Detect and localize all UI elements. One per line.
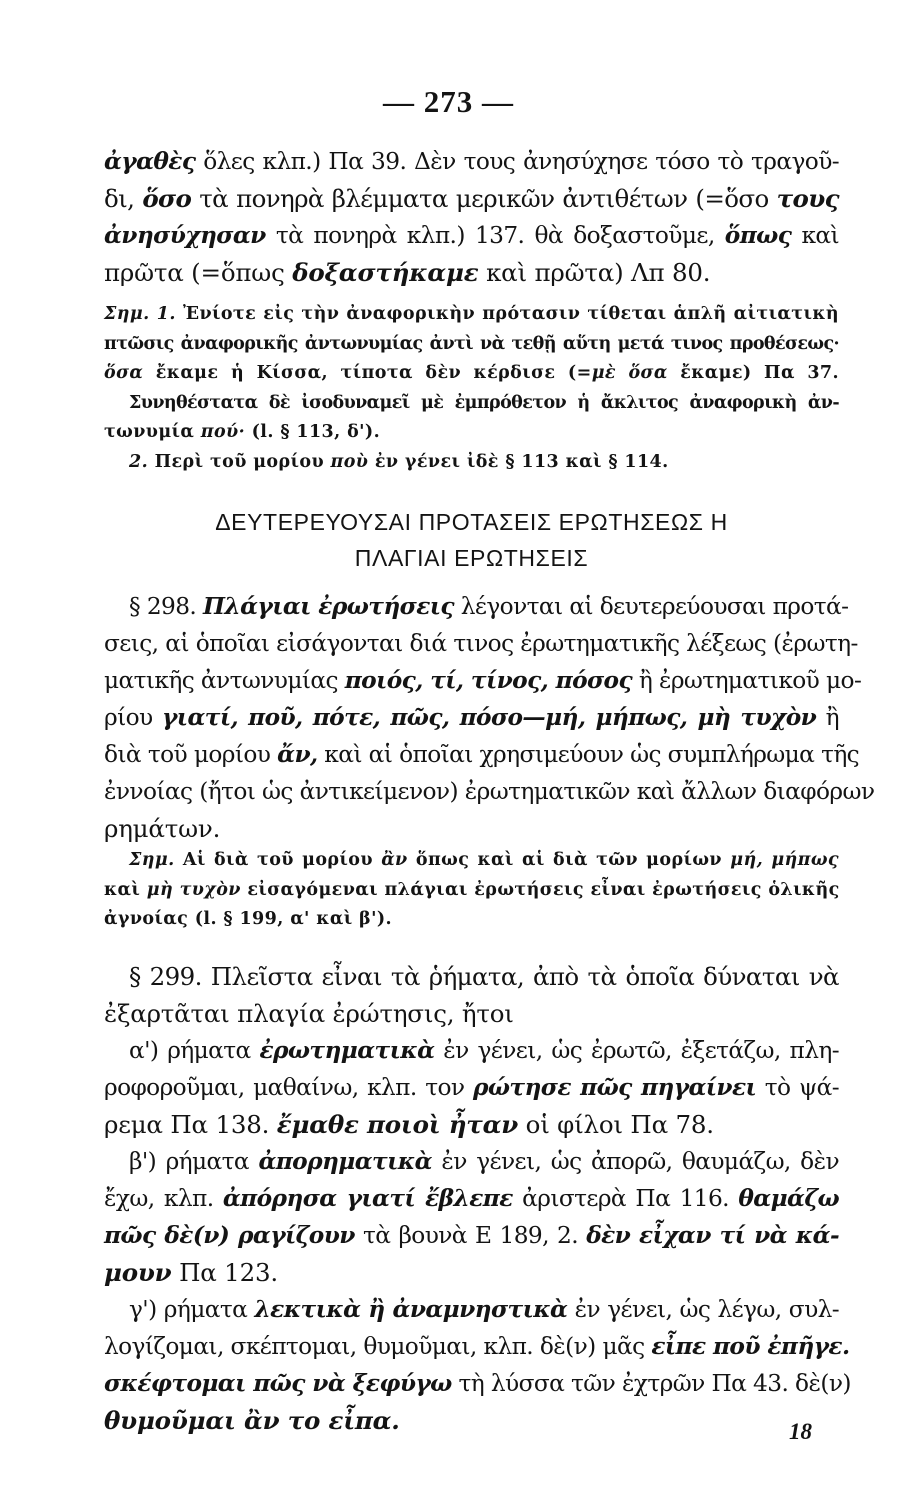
text-line: πῶς δὲ(ν) ραγίζουν τὰ βουνὰ Ε 189, 2. δὲν εἶχαν τί νὰ κά-: [104, 1222, 840, 1249]
text-line: § 298. Πλάγιαι ἐρωτήσεις λέγονται αἱ δευτερεύουσαι προτά-: [129, 593, 849, 620]
text-line: θυμοῦμαι ἂν το εἶπα.: [104, 1406, 400, 1435]
note-line: πτῶσις ἀναφορικῆς ἀντωνυμίας ἀντὶ νὰ τεθῇ αὕτη μετά τινος προθέσεως·: [104, 333, 839, 354]
note-line: Σημ. 1. Ἐνίοτε εἰς τὴν ἀναφορικὴν πρότασιν τίθεται ἁπλῆ αἰτιατικὴ: [104, 304, 839, 324]
text-line: α') ρήματα ἐρωτηματικὰ ἐν γένει, ὡς ἐρωτῶ, ἐξετάζω, πλη-: [129, 1037, 839, 1064]
text-line: ρημάτων.: [104, 814, 221, 843]
text-line: ρεμα Πα 138. ἔμαθε ποιοὶ ἦταν οἱ φίλοι Πα 78.: [104, 1110, 714, 1139]
text-line: μουν Πα 123.: [104, 1258, 278, 1287]
text-line: ματικῆς ἀντωνυμίας ποιός, τί, τίνος, πόσος ἢ ἐρωτηματικοῦ μο-: [104, 667, 862, 694]
note-line: ἀγνοίας (l. § 199, α' καὶ β').: [104, 909, 393, 929]
text-line: γ') ρήματα λεκτικὰ ἢ ἀναμνηστικὰ ἐν γένει, ὡς λέγω, συλ-: [129, 1296, 840, 1323]
note-line: ὅσα ἔκαμε ἡ Κίσσα, τίποτα δὲν κέρδισε (=μὲ ὅσα ἔκαμε) Πα 37.: [104, 363, 840, 383]
text-line: πρῶτα (=ὅπως δοξαστήκαμε καὶ πρῶτα) Λπ 80.: [104, 258, 711, 287]
note-line: καὶ μὴ τυχὸν εἰσαγόμεναι πλάγιαι ἐρωτήσεις εἶναι ἐρωτήσεις ὁλικῆς: [104, 879, 840, 900]
text-line: ἐννοίας (ἤτοι ὡς ἀντικείμενον) ἐρωτηματικῶν καὶ ἄλλων διαφόρων: [104, 778, 875, 805]
note-line: 2. Περὶ τοῦ μορίου ποὺ ἐν γένει ἰδὲ § 113 καὶ § 114.: [129, 451, 669, 472]
note-line: Σημ. Αἱ διὰ τοῦ μορίου ἂν ὅπως καὶ αἱ διὰ τῶν μορίων μή, μήπως: [129, 850, 839, 870]
page-number: — 273 —: [383, 84, 514, 119]
text-line: ἔχω, κλπ. ἀπόρησα γιατί ἔβλεπε ἀριστερὰ Πα 116. θαμάζω: [104, 1185, 840, 1212]
section-heading: [104, 508, 839, 572]
note-1: [104, 300, 839, 477]
text-line: σεις, αἱ ὁποῖαι εἰσάγονται διά τινος ἐρωτηματικῆς λέξεως (ἐρωτη-: [104, 630, 858, 657]
text-line: ἀνησύχησαν τὰ πονηρὰ κλπ.) 137. θὰ δοξαστοῦμε, ὅπως καὶ: [104, 222, 840, 249]
section-heading-line: ΔΕΥΤΕΡΕΥΟΥΣΑΙ ΠΡΟΤΑΣΕΙΣ ΕΡΩΤΗΣΕΩΣ Η: [215, 509, 728, 535]
text-line: ἀγαθὲς ὅλες κλπ.) Πα 39. Δὲν τους ἀνησύχησε τόσο τὸ τραγοῦ-: [104, 148, 839, 175]
text-line: ροφοροῦμαι, μαθαίνω, κλπ. τον ρώτησε πῶς πηγαίνει τὸ ψά-: [104, 1074, 839, 1101]
text-line: διὰ τοῦ μορίου ἄν, καὶ αἱ ὁποῖαι χρησιμεύουν ὡς συμπλήρωμα τῆς: [104, 741, 860, 768]
text-line: § 299. Πλεῖστα εἶναι τὰ ῥήματα, ἀπὸ τὰ ὁποῖα δύναται νὰ: [129, 962, 839, 991]
text-line: ἐξαρτᾶται πλαγία ἐρώτησις, ἤτοι: [104, 999, 514, 1028]
text-line: λογίζομαι, σκέπτομαι, θυμοῦμαι, κλπ. δὲ(ν) μᾶς εἶπε ποῦ ἐπῆγε.: [104, 1333, 850, 1360]
note-line: τωνυμία πού· (l. § 113, δ').: [104, 422, 381, 442]
note-2: [104, 846, 839, 935]
paragraph-298: [104, 588, 875, 847]
text-line: β') ρήματα ἀπορηματικὰ ἐν γένει, ὡς ἀπορῶ, θαυμάζω, δὲν: [129, 1148, 840, 1175]
text-line: ρίου γιατί, ποῦ, πότε, πῶς, πόσο—μή, μήπως, μὴ τυχὸν ἢ: [104, 704, 839, 731]
section-heading-line: ΠΛΑΓΙΑΙ ΕΡΩΤΗΣΕΙΣ: [354, 545, 589, 571]
paragraph-continuation: [104, 143, 839, 291]
paragraph-299: [104, 958, 851, 1439]
text-line: σκέφτομαι πῶς νὰ ξεφύγω τὴ λύσσα τῶν ἐχτρῶν Πα 43. δὲ(ν): [104, 1370, 851, 1397]
text-line: δι, ὅσο τὰ πονηρὰ βλέμματα μερικῶν ἀντιθέτων (=ὅσο τους: [104, 184, 839, 213]
note-line: Συνηθέστατα δὲ ἰσοδυναμεῖ μὲ ἐμπρόθετον ἡ ἄκλιτος ἀναφορικὴ ἀν-: [129, 392, 839, 413]
signature-mark: 18: [789, 1419, 812, 1444]
